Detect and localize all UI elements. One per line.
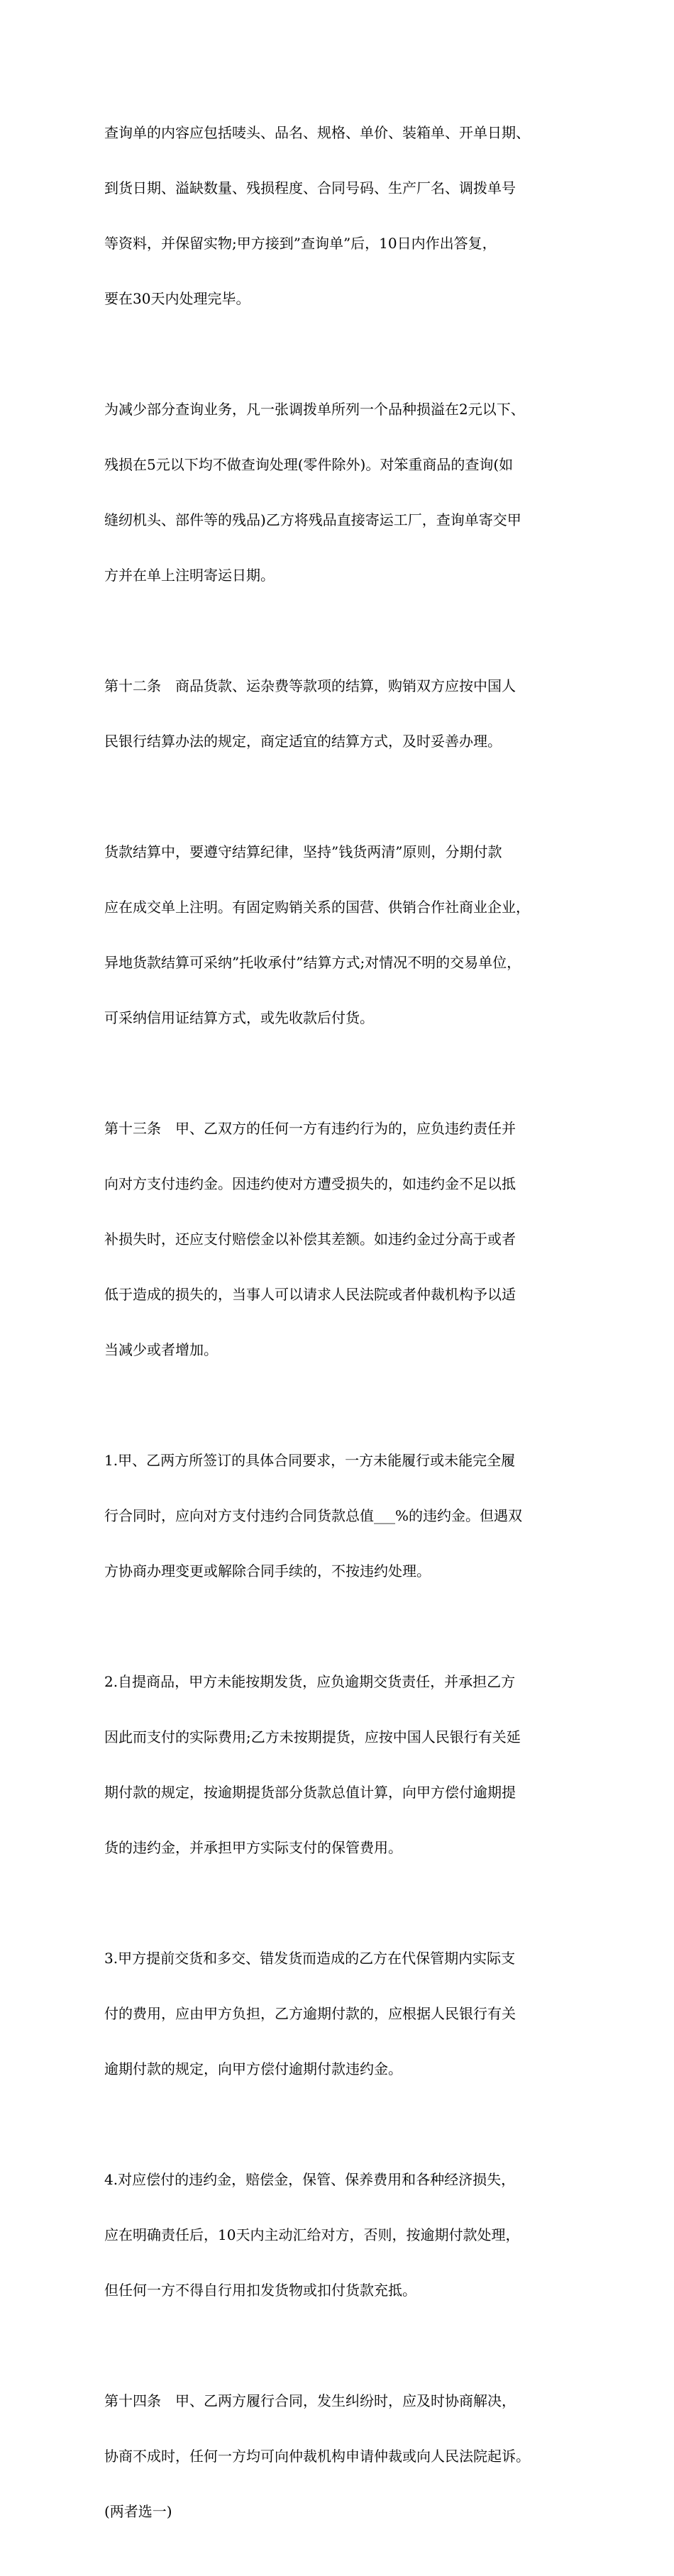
text-line: 期付款的规定，按逾期提货部分货款总值计算，向甲方偿付逾期提 — [104, 1784, 516, 1801]
paragraph-article-14 — [104, 2355, 594, 2558]
text-line: 到货日期、溢缺数量、残损程度、合同号码、生产厂名、调拨单号 — [104, 179, 516, 196]
text-line: 行合同时，应向对方支付违约合同货款总值___%的违约金。但遇双 — [104, 1507, 523, 1524]
text-line: 方协商办理变更或解除合同手续的，不按违约处理。 — [104, 1562, 431, 1580]
text-line: 查询单的内容应包括唛头、品名、规格、单价、装箱单、开单日期、 — [104, 124, 530, 141]
text-line: 应在明确责任后，10天内主动汇给对方，否则，按逾期付款处理， — [104, 2226, 520, 2243]
text-line: 为减少部分查询业务，凡一张调拨单所列一个品种损溢在2元以下、 — [104, 401, 525, 418]
text-line: 要在30天内处理完毕。 — [104, 290, 250, 307]
text-line: 补损失时，还应支付赔偿金以补偿其差额。如违约金过分高于或者 — [104, 1231, 516, 1248]
text-line: 方并在单上注明寄运日期。 — [104, 567, 275, 584]
paragraph-item-2 — [104, 1636, 594, 1894]
text-line: 逾期付款的规定，向甲方偿付逾期付款违约金。 — [104, 2060, 402, 2077]
paragraph-article-13 — [104, 1082, 594, 1396]
paragraph-reduce-inquiry — [104, 363, 594, 621]
text-line: 当减少或者增加。 — [104, 1341, 218, 1358]
paragraph-item-1 — [104, 1414, 594, 1617]
text-line: 可采纳信用证结算方式，或先收款后付货。 — [104, 1009, 374, 1026]
text-line: 货的违约金，并承担甲方实际支付的保管费用。 — [104, 1839, 402, 1856]
text-line: 等资料，并保留实物;甲方接到”查询单”后，10日内作出答复， — [104, 235, 497, 252]
text-line: 异地货款结算可采纳”托收承付”结算方式;对情况不明的交易单位， — [104, 954, 521, 971]
text-line: 第十三条 甲、乙双方的任何一方有违约行为的，应负违约责任并 — [104, 1120, 516, 1137]
text-line: 2.自提商品，甲方未能按期发货，应负逾期交货责任，并承担乙方 — [104, 1673, 516, 1690]
paragraph-inquiry-content — [104, 87, 594, 345]
paragraph-article-12 — [104, 640, 594, 787]
text-line: 第十二条 商品货款、运杂费等款项的结算，购销双方应按中国人 — [104, 677, 516, 694]
text-line: 但任何一方不得自行用扣发货物或扣付货款充抵。 — [104, 2282, 416, 2299]
document-body — [104, 87, 594, 2576]
text-line: 3.甲方提前交货和多交、错发货而造成的乙方在代保管期内实际支 — [104, 1950, 516, 1967]
text-line: 民银行结算办法的规定，商定适宜的结算方式，及时妥善办理。 — [104, 733, 502, 750]
text-line: 缝纫机头、部件等的残品)乙方将残品直接寄运工厂，查询单寄交甲 — [104, 511, 521, 528]
paragraph-item-3 — [104, 1912, 594, 2115]
text-line: (两者选一) — [104, 2503, 172, 2520]
text-line: 4.对应偿付的违约金，赔偿金，保管、保养费用和各种经济损失， — [104, 2171, 516, 2188]
text-line: 应在成交单上注明。有固定购销关系的国营、供销合作社商业企业， — [104, 899, 530, 916]
text-line: 残损在5元以下均不做查询处理(零件除外)。对笨重商品的查询(如 — [104, 456, 514, 473]
text-line: 1.甲、乙两方所签订的具体合同要求，一方未能履行或未能完全履 — [104, 1452, 516, 1469]
text-line: 协商不成时，任何一方均可向仲裁机构申请仲裁或向人民法院起诉。 — [104, 2448, 530, 2465]
text-line: 向对方支付违约金。因违约使对方遭受损失的，如违约金不足以抵 — [104, 1175, 516, 1192]
text-line: 因此而支付的实际费用;乙方未按期提货，应按中国人民银行有关延 — [104, 1728, 521, 1745]
paragraph-settlement — [104, 806, 594, 1064]
text-line: 付的费用，应由甲方负担，乙方逾期付款的，应根据人民银行有关 — [104, 2005, 516, 2022]
text-line: 低于造成的损失的，当事人可以请求人民法院或者仲裁机构予以适 — [104, 1286, 516, 1303]
paragraph-item-4 — [104, 2133, 594, 2336]
text-line: 第十四条 甲、乙两方履行合同，发生纠纷时，应及时协商解决， — [104, 2392, 516, 2409]
text-line: 货款结算中，要遵守结算纪律，坚持”钱货两清”原则，分期付款 — [104, 843, 502, 860]
